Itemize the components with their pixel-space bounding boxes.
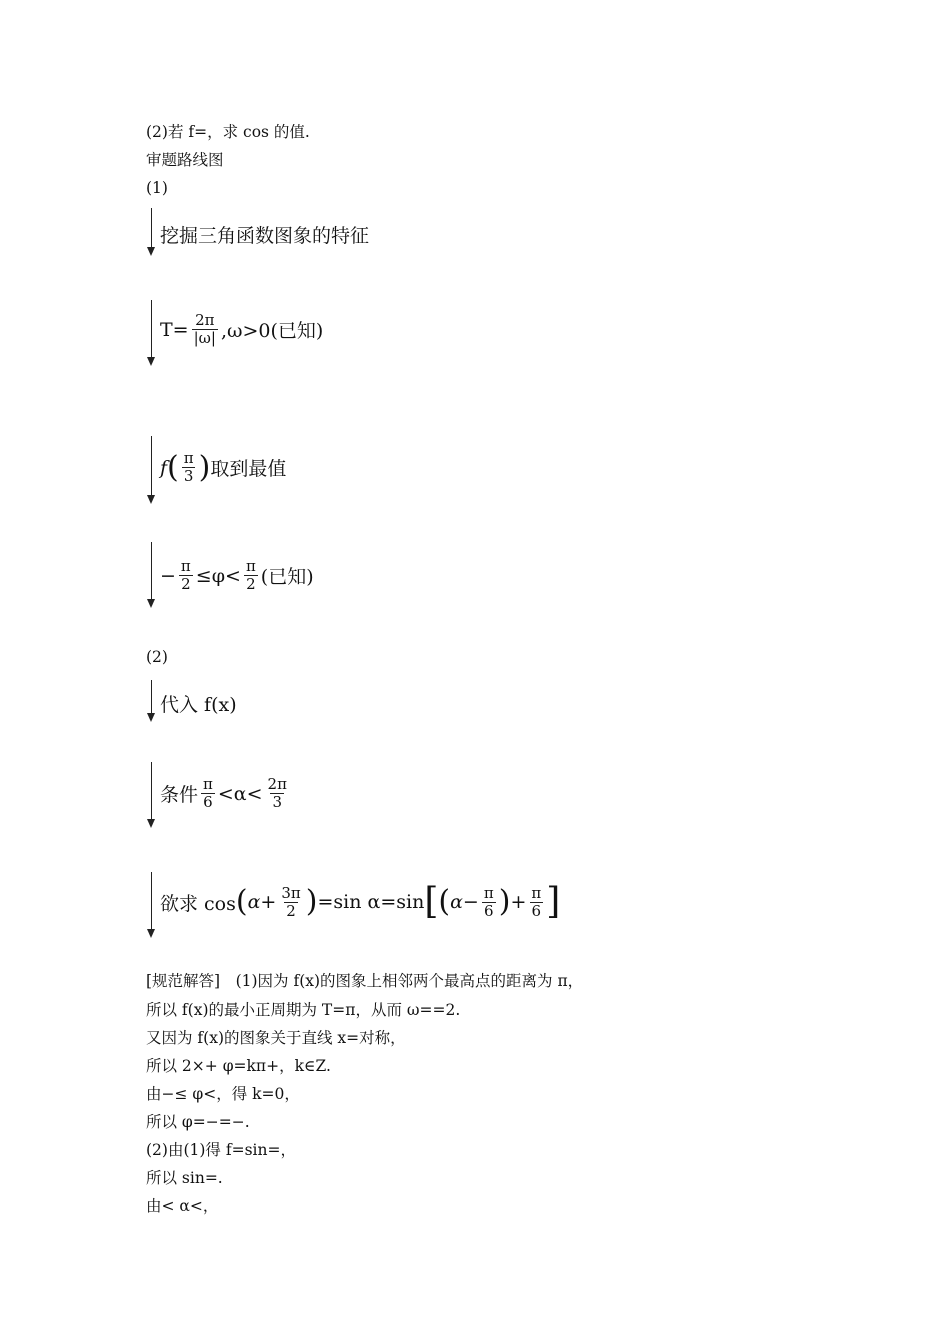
- solution-line: 所以 2×+ φ=kπ+，k∈Z.: [146, 1057, 331, 1075]
- fraction: $\frac{\pi}{6}$: [203, 775, 213, 811]
- left-paren: (: [167, 449, 179, 485]
- step-text-right: 取到最值: [210, 458, 287, 480]
- right-paren: ): [305, 884, 318, 919]
- alpha-plus: α+: [247, 891, 277, 913]
- left-paren: (: [438, 884, 451, 919]
- solution-line: (2)由(1)得 f=sin=，: [146, 1141, 296, 1159]
- step-text-right: ,ω>0(已知): [220, 320, 324, 342]
- part1-label: (1): [146, 179, 168, 197]
- equation-middle: =sin α=sin: [317, 891, 425, 913]
- left-bracket: [: [424, 881, 439, 922]
- left-paren: (: [235, 884, 248, 919]
- fraction: $\frac{\pi}{6}$: [531, 883, 542, 920]
- solution-line: 又因为 f(x)的图象关于直线 x=对称，: [146, 1029, 406, 1047]
- step-text-right: (已知): [260, 566, 314, 588]
- solution-line: [规范解答] (1)因为 f(x)的图象上相邻两个最高点的距离为 π，: [146, 972, 584, 990]
- solution-line: 由−≤ φ<，得 k=0，: [146, 1085, 300, 1103]
- down-arrow-icon: [146, 208, 158, 256]
- fraction: $\frac{2\pi}{|\omega|}$: [193, 311, 216, 347]
- fraction: $\frac{\pi}{2}$: [245, 557, 256, 593]
- solution-line: 由< α<，: [146, 1197, 219, 1215]
- step-text-left: 欲求 cos: [160, 892, 236, 915]
- route-title: 审题路线图: [146, 151, 224, 169]
- down-arrow-icon: [146, 542, 158, 608]
- function-f: f: [160, 456, 168, 479]
- right-bracket: ]: [546, 881, 561, 922]
- down-arrow-icon: [146, 680, 158, 722]
- step-text: 代入 f(x): [160, 694, 237, 716]
- down-arrow-icon: [146, 436, 158, 504]
- down-arrow-icon: [146, 872, 158, 938]
- solution-line: 所以 φ=−=−.: [146, 1113, 250, 1131]
- fraction: $\frac{2\pi}{3}$: [267, 775, 287, 811]
- inequality-middle: <α<: [217, 782, 263, 805]
- part2-label: (2): [146, 648, 168, 666]
- solution-line: 所以 sin=.: [146, 1169, 223, 1187]
- fraction: $\frac{\pi}{6}$: [483, 883, 494, 920]
- fraction: $\frac{3\pi}{2}$: [281, 883, 301, 920]
- alpha-minus: α−: [450, 891, 479, 913]
- down-arrow-icon: [146, 762, 158, 828]
- right-paren: ): [198, 449, 211, 485]
- fraction: $\frac{\pi}{2}$: [180, 557, 191, 593]
- step-text: 挖掘三角函数图象的特征: [160, 225, 370, 247]
- question-part2: (2)若 f=，求 cos 的值.: [146, 123, 310, 141]
- step-text-left: 条件: [160, 784, 199, 806]
- fraction: $\frac{\pi}{3}$: [183, 449, 194, 485]
- down-arrow-icon: [146, 300, 158, 366]
- plus-sign: +: [510, 891, 527, 913]
- inequality-middle: ≤φ<: [195, 564, 241, 587]
- right-paren: ): [498, 884, 511, 919]
- step-text-left: T=: [160, 318, 189, 341]
- solution-line: 所以 f(x)的最小正周期为 T=π，从而 ω==2.: [146, 1001, 461, 1019]
- minus-sign: −: [160, 564, 176, 587]
